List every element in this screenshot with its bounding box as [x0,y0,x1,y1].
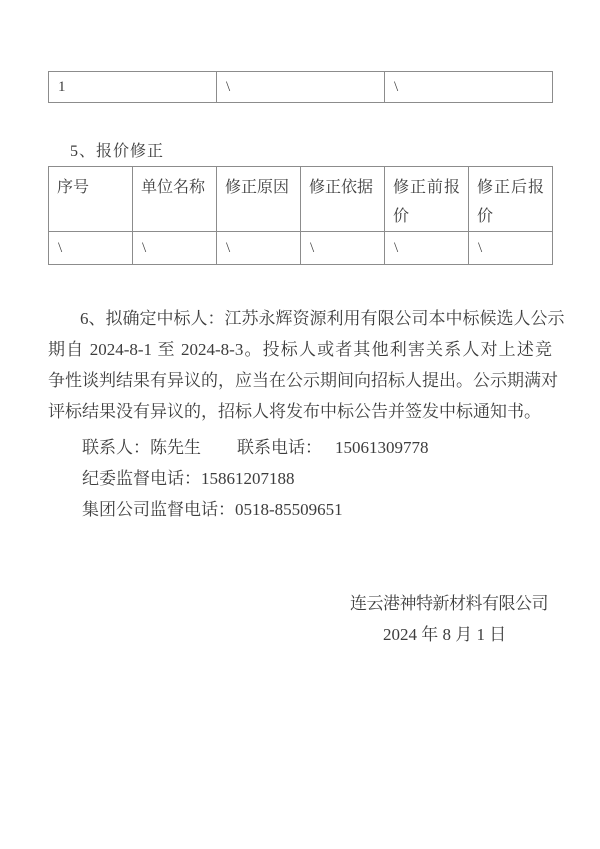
header-price-after: 修正后报价 [469,167,553,232]
group-phone-label: 集团公司监督电话： [82,500,235,519]
table-cell: \ [49,232,133,265]
table-cell: \ [301,232,385,265]
table-cell: \ [385,72,553,103]
company-name: 连云港神特新材料有限公司 [350,594,548,613]
table-cell: \ [469,232,553,265]
paragraph-line: 6、拟确定中标人：江苏永辉资源利用有限公司本中标候选人公示 [80,309,565,328]
signature-date: 2024 年 8 月 1 日 [383,625,507,644]
header-seq-no: 序号 [49,167,133,232]
table-cell: \ [217,232,301,265]
discipline-phone-line [82,463,600,494]
table-cell: \ [385,232,469,265]
table-cell-seq: 1 [49,72,217,103]
group-phone-line [82,494,600,525]
discipline-phone-label: 纪委监督电话： [82,469,201,488]
table-cell: \ [133,232,217,265]
header-price-before: 修正前报价 [385,167,469,232]
section6-paragraph [48,303,565,427]
contact-block [82,432,600,525]
header-unit-name: 单位名称 [133,167,217,232]
header-revision-reason: 修正原因 [217,167,301,232]
signature-block [0,588,600,650]
contact-phone-label: 联系电话： [237,438,322,457]
contact-line [82,432,600,463]
group-phone-number: 0518-85509651 [235,500,343,519]
table-row [49,72,553,103]
table-row [49,232,553,265]
previous-section-table [48,71,553,103]
header-revision-basis: 修正依据 [301,167,385,232]
paragraph-line: 评标结果没有异议的，招标人将发布中标公告并签发中标通知书。 [48,402,541,421]
contact-person-name: 陈先生 [150,438,201,457]
paragraph-line: 期自 2024-8-1 至 2024-8-3。投标人或者其他利害关系人对上述竞 [48,340,552,359]
contact-phone-number: 15061309778 [335,438,429,457]
paragraph-line: 争性谈判结果有异议的，应当在公示期间向招标人提出。公示期满对 [48,371,558,390]
price-revision-table [48,166,553,265]
table-cell: \ [217,72,385,103]
discipline-phone-number: 15861207188 [201,469,295,488]
contact-person-label: 联系人： [82,438,150,457]
table-header-row [49,167,553,232]
section5-heading: 5、报价修正 [70,143,165,160]
